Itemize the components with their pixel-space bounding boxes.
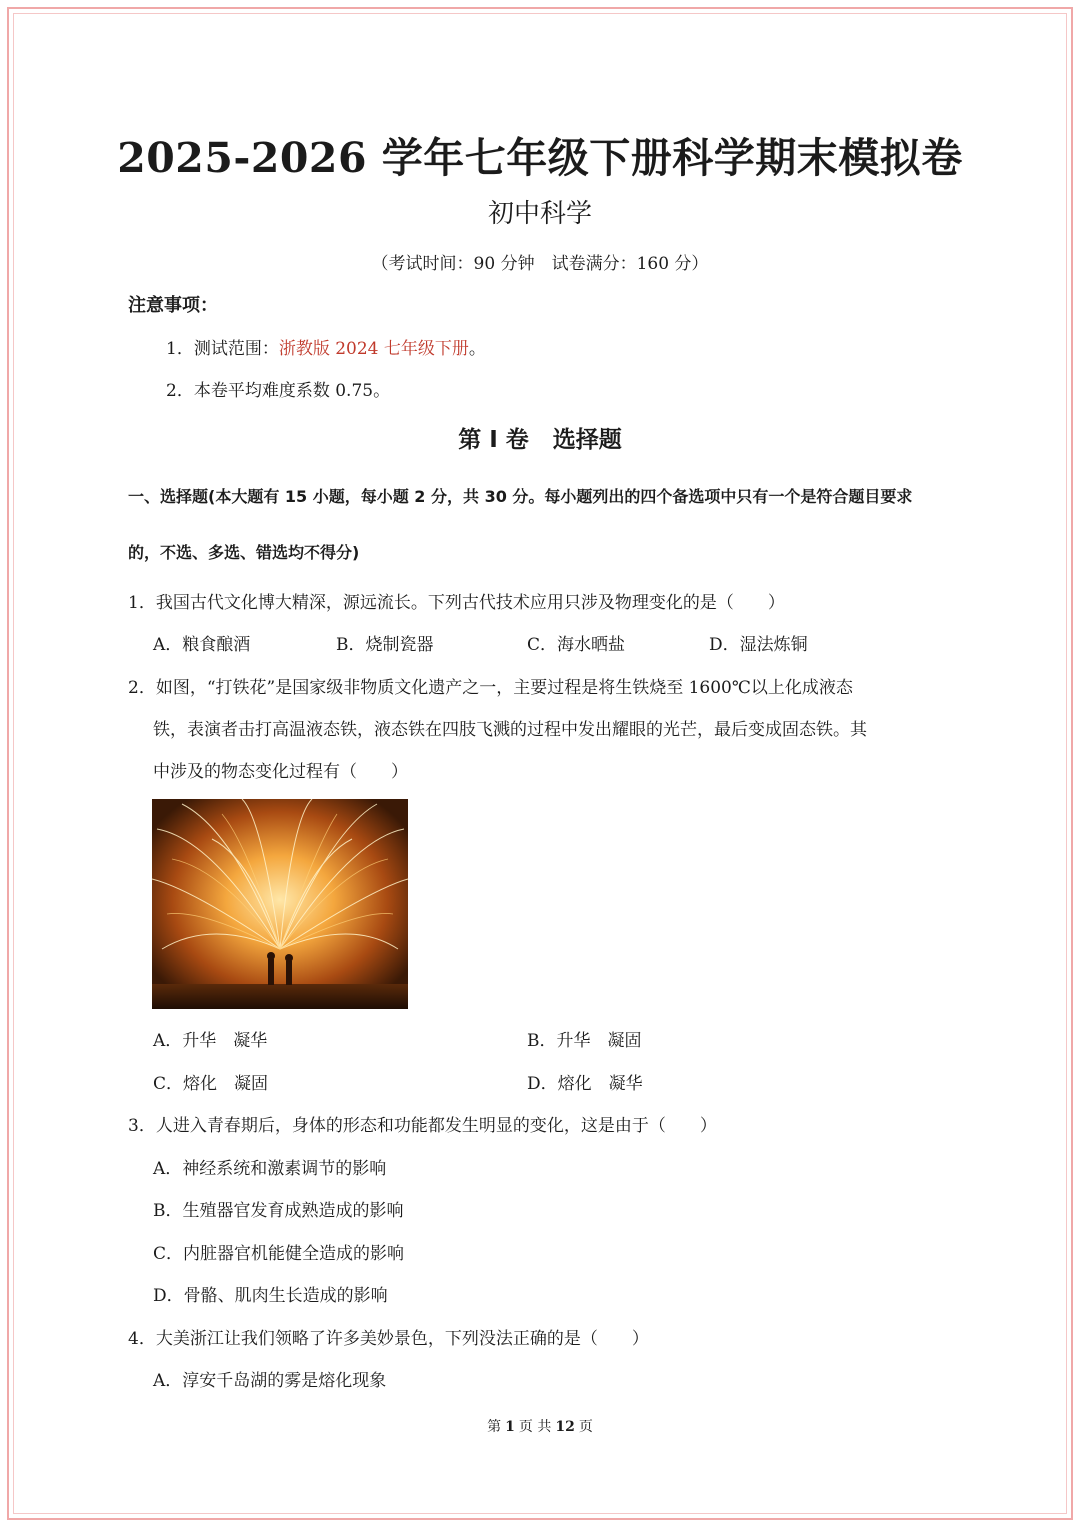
note-item-1-suffix: 。 xyxy=(468,339,486,359)
note-item-1-highlight: 浙教版 2024 七年级下册 xyxy=(278,339,469,359)
section-title xyxy=(0,424,1080,456)
footer-middle: 页 共 xyxy=(518,1419,552,1435)
question-3-stem: 3．人进入青春期后，身体的形态和功能都发生明显的变化，这是由于（ ） xyxy=(128,1116,717,1136)
section-title-part: 第 I 卷 xyxy=(458,427,529,453)
question-2-option-b: B．升华 凝固 xyxy=(527,1031,642,1051)
page-title: 2025-2026 学年七年级下册科学期末模拟卷 xyxy=(117,134,963,182)
fireworks-image xyxy=(152,799,408,1009)
question-1-option-c: C．海水晒盐 xyxy=(527,635,626,655)
question-3-option-b: B．生殖器官发育成熟造成的影响 xyxy=(153,1201,404,1221)
question-1-option-d: D．湿法炼铜 xyxy=(709,635,808,655)
question-2-option-d: D．熔化 凝华 xyxy=(527,1074,643,1094)
notes-heading: 注意事项： xyxy=(128,295,218,316)
note-item-2: 2．本卷平均难度系数 0.75。 xyxy=(166,381,391,401)
question-2-stem-line-1: 2．如图，“打铁花”是国家级非物质文化遗产之一，主要过程是将生铁烧至 1600℃以上化成液态 xyxy=(128,678,853,698)
question-4-option-a: A．淳安千岛湖的雾是熔化现象 xyxy=(153,1371,387,1391)
question-3-option-d: D．骨骼、肌肉生长造成的影响 xyxy=(153,1286,388,1306)
note-item-1-prefix: 1．测试范围： xyxy=(166,339,279,359)
page-footer xyxy=(0,1416,1080,1438)
part-instructions-line-1: 一、选择题(本大题有 15 小题，每小题 2 分，共 30 分。每小题列出的四个备选项中只有一个是符合题目要求 xyxy=(128,487,913,506)
exam-info: （考试时间：90 分钟 试卷满分：160 分） xyxy=(371,254,709,274)
part-instructions-line-2: 的，不选、多选、错选均不得分) xyxy=(128,543,360,562)
section-title-name: 选择题 xyxy=(552,427,622,453)
question-4-stem: 4．大美浙江让我们领略了许多美妙景色，下列没法正确的是（ ） xyxy=(128,1329,649,1349)
question-3-option-c: C．内脏器官机能健全造成的影响 xyxy=(153,1244,405,1264)
question-1-option-b: B．烧制瓷器 xyxy=(336,635,434,655)
question-2-option-c: C．熔化 凝固 xyxy=(153,1074,269,1094)
question-1-stem: 1．我国古代文化博大精深，源远流长。下列古代技术应用只涉及物理变化的是（ ） xyxy=(128,593,785,613)
question-2-option-a: A．升华 凝华 xyxy=(153,1031,268,1051)
question-1-option-a: A．粮食酿酒 xyxy=(153,635,251,655)
footer-prefix: 第 xyxy=(487,1419,502,1435)
question-2-stem-line-2: 铁，表演者击打高温液态铁，液态铁在四肢飞溅的过程中发出耀眼的光芒，最后变成固态铁。其 xyxy=(153,720,867,740)
question-3-option-a: A．神经系统和激素调节的影响 xyxy=(153,1159,387,1179)
footer-page-number: 1 xyxy=(505,1419,515,1435)
footer-total-pages: 12 xyxy=(555,1419,575,1435)
iron-flower-fireworks-photo xyxy=(152,799,408,1009)
page-subtitle: 初中科学 xyxy=(487,199,592,229)
footer-suffix: 页 xyxy=(578,1419,593,1435)
question-2-stem-line-3: 中涉及的物态变化过程有（ ） xyxy=(153,762,408,782)
note-item-1 xyxy=(166,336,486,362)
